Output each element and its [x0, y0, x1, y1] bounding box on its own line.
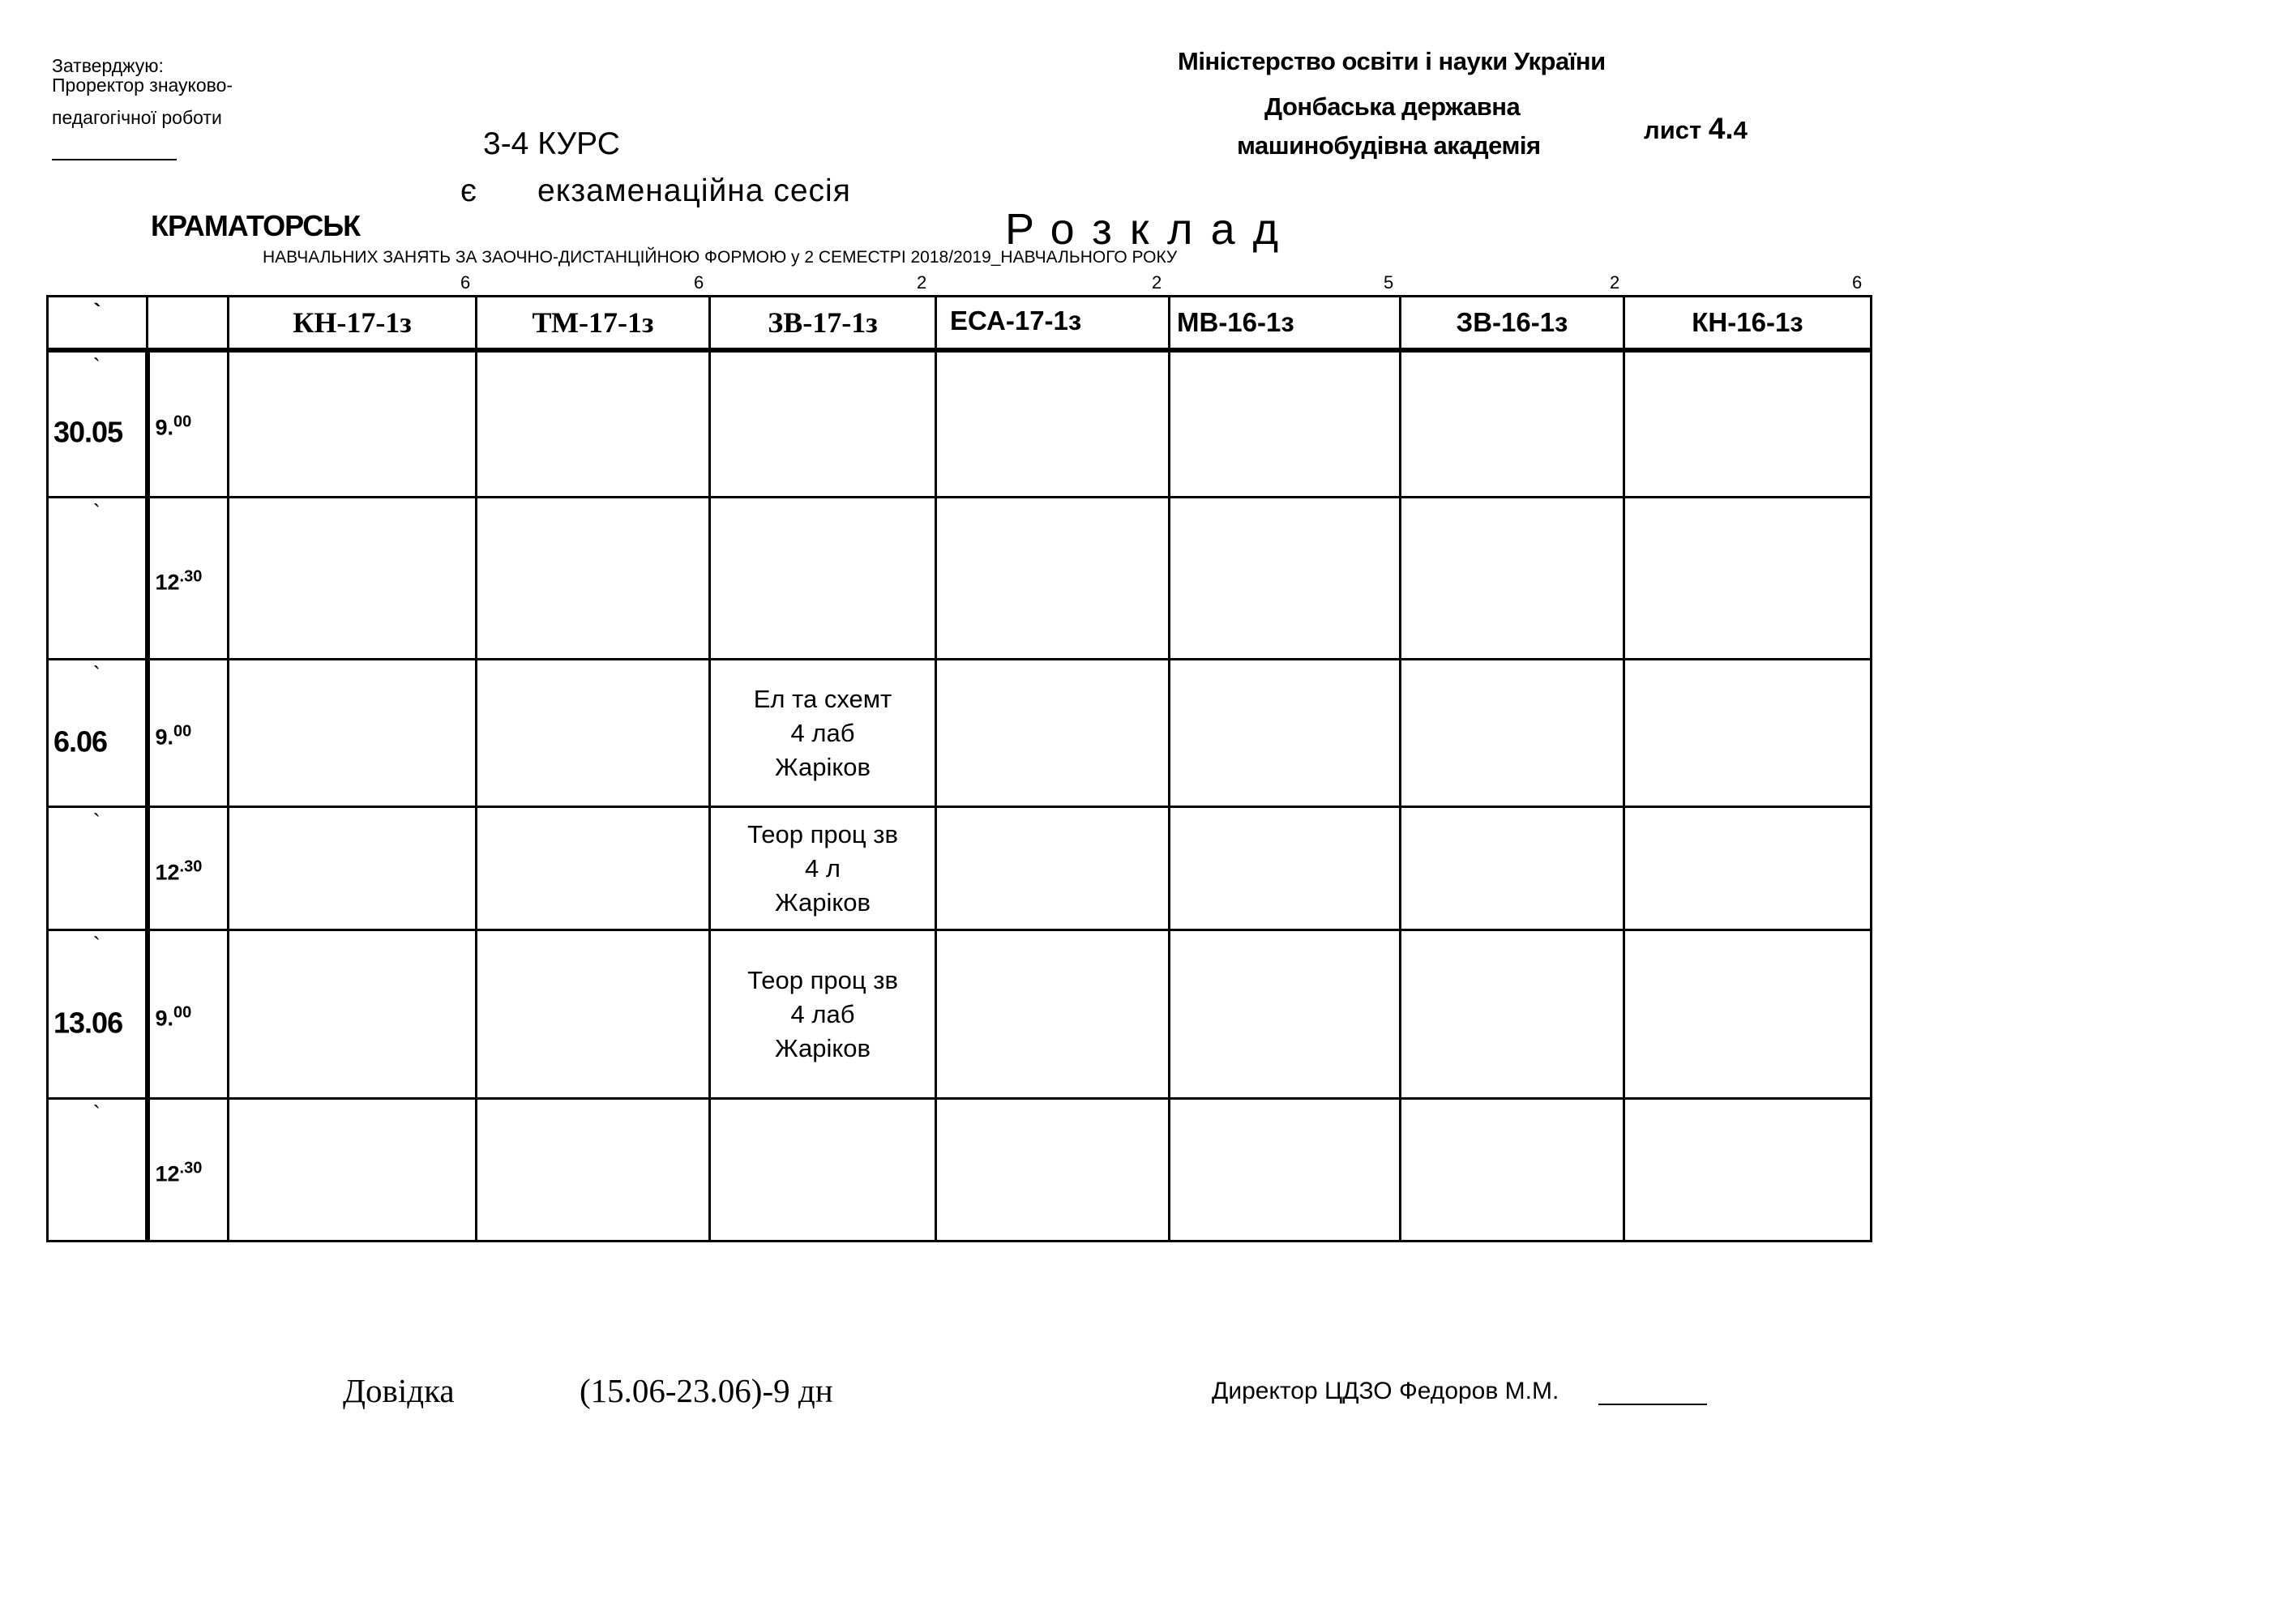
lesson-cell — [477, 1099, 710, 1242]
lesson-cell — [936, 807, 1170, 930]
lesson-cell — [936, 498, 1170, 660]
group-count: 2 — [1610, 272, 1620, 293]
date-cell — [48, 1099, 148, 1242]
date-label: 13.06 — [53, 1006, 123, 1039]
group-count: 5 — [1384, 272, 1394, 293]
lesson-cell — [229, 350, 477, 498]
group-count: 2 — [1152, 272, 1162, 293]
tick-mark: ` — [93, 299, 101, 324]
lesson-cell: Ел та схемт 4 лаб Жаріков — [710, 660, 936, 807]
lesson-cell — [1624, 807, 1872, 930]
tick-mark: ` — [92, 500, 101, 525]
lesson-cell — [1170, 807, 1401, 930]
table-row — [48, 660, 1872, 807]
lesson-cell — [936, 350, 1170, 498]
table-row — [48, 807, 1872, 930]
lesson-cell — [1170, 930, 1401, 1099]
lesson-cell — [1624, 660, 1872, 807]
tick-mark: ` — [92, 662, 101, 687]
group-count: 6 — [460, 272, 471, 293]
lesson-cell — [1170, 1099, 1401, 1242]
academy-line1: Донбаська державна — [1264, 92, 1521, 121]
lesson-cell — [477, 498, 710, 660]
group-header: ЕСА-17-1з — [936, 297, 1170, 350]
sheet-number-main: 4. — [1708, 112, 1734, 145]
time-cell — [148, 1099, 229, 1242]
tick-mark: ` — [92, 933, 101, 958]
time-cell — [148, 660, 229, 807]
time-label: 9.00 — [155, 721, 192, 749]
table-row — [48, 1099, 1872, 1242]
lesson-cell — [229, 1099, 477, 1242]
date-label: 30.05 — [53, 415, 123, 449]
reference-value: (15.06-23.06)-9 дн — [580, 1372, 833, 1409]
lesson-cell — [1401, 930, 1624, 1099]
lesson-cell — [1170, 660, 1401, 807]
time-label: $12^{.30}$ — [155, 1158, 203, 1186]
time-cell — [148, 498, 229, 660]
approval-role-line1: Проректор знауково- — [52, 75, 233, 96]
tick-mark: ` — [92, 1101, 101, 1126]
approval-role-line2: педагогічної роботи — [52, 107, 222, 128]
group-count: 6 — [1852, 272, 1863, 293]
date-label: 6.06 — [53, 724, 108, 758]
session-mark: є — [460, 173, 477, 208]
lesson-cell — [1401, 350, 1624, 498]
sheet-label: лист — [1644, 116, 1702, 144]
table-row — [48, 930, 1872, 1099]
group-header: КН-16-1з — [1624, 297, 1872, 350]
group-header: МВ-16-1з — [1170, 297, 1401, 350]
time-label: 9.00 — [155, 1002, 192, 1030]
time-label: 9.00 — [155, 412, 192, 440]
group-counts — [0, 272, 1889, 295]
date-cell — [48, 660, 148, 807]
academy-line2: машинобудівна академія — [1237, 131, 1541, 160]
table-header-row — [48, 297, 1872, 350]
date-cell — [48, 498, 148, 660]
lesson-cell — [710, 350, 936, 498]
time-cell — [148, 807, 229, 930]
group-count: 2 — [917, 272, 927, 293]
date-cell — [48, 807, 148, 930]
lesson-cell — [1170, 350, 1401, 498]
schedule-table — [46, 295, 1870, 1240]
lesson-cell — [1401, 660, 1624, 807]
lesson-cell — [229, 807, 477, 930]
lesson-cell — [1401, 498, 1624, 660]
page-subtitle: НАВЧАЛЬНИХ ЗАНЯТЬ ЗА ЗАОЧНО-ДИСТАНЦІЙНОЮ ФОРМОЮ у 2 СЕМЕСТРІ 2018/2019_НАВЧАЛЬНОГО РОКУ — [263, 248, 1178, 267]
course-label: 3-4 КУРС — [483, 126, 620, 161]
approval-signature-line — [52, 159, 177, 160]
time-cell — [148, 930, 229, 1099]
lesson-cell — [1624, 498, 1872, 660]
lesson-cell — [477, 807, 710, 930]
city-label: КРАМАТОРСЬК — [151, 209, 361, 242]
time-label: $12^{.30}$ — [155, 566, 203, 594]
lesson-cell — [1401, 1099, 1624, 1242]
lesson-cell — [936, 660, 1170, 807]
ministry-label: Міністерство освіти і науки України — [1178, 47, 1606, 75]
lesson-cell — [710, 1099, 936, 1242]
time-cell — [148, 350, 229, 498]
session-label: екзаменаційна сесія — [537, 173, 851, 208]
lesson-cell — [1170, 498, 1401, 660]
lesson-cell — [1624, 1099, 1872, 1242]
lesson-cell — [1624, 930, 1872, 1099]
header-date-cell — [48, 297, 148, 350]
sheet-number-sub: 4 — [1733, 116, 1748, 144]
table-row — [48, 350, 1872, 498]
reference-label: Довідка — [343, 1372, 455, 1409]
date-cell — [48, 930, 148, 1099]
group-header: ЗВ-17-1з — [710, 297, 936, 350]
lesson-cell — [936, 930, 1170, 1099]
lesson-cell — [477, 350, 710, 498]
lesson-cell: Теор проц зв 4 л Жаріков — [710, 807, 936, 930]
lesson-cell — [477, 660, 710, 807]
lesson-cell — [229, 498, 477, 660]
lesson-cell — [710, 498, 936, 660]
group-header: ЗВ-16-1з — [1401, 297, 1624, 350]
lesson-cell — [229, 930, 477, 1099]
lesson-cell — [477, 930, 710, 1099]
approval-label: Затверджую: — [52, 55, 164, 76]
page-title: Розклад — [1005, 205, 1297, 254]
table-row — [48, 498, 1872, 660]
group-header: ТМ-17-1з — [477, 297, 710, 350]
lesson-cell: Теор проц зв 4 лаб Жаріков — [710, 930, 936, 1099]
lesson-cell — [1624, 350, 1872, 498]
group-count: 6 — [694, 272, 704, 293]
time-label: $12^{.30}$ — [155, 857, 203, 884]
director-signature-label: Директор ЦДЗО Федоров М.М. — [1212, 1378, 1559, 1404]
sheet-number — [1644, 112, 1748, 146]
director-signature-line — [1598, 1404, 1707, 1405]
header-time-cell — [148, 297, 229, 350]
lesson-cell — [936, 1099, 1170, 1242]
lesson-cell — [229, 660, 477, 807]
lesson-cell — [1401, 807, 1624, 930]
group-header: КН-17-1з — [229, 297, 477, 350]
tick-mark: ` — [92, 810, 101, 835]
date-cell — [48, 350, 148, 498]
tick-mark: ` — [92, 353, 101, 379]
